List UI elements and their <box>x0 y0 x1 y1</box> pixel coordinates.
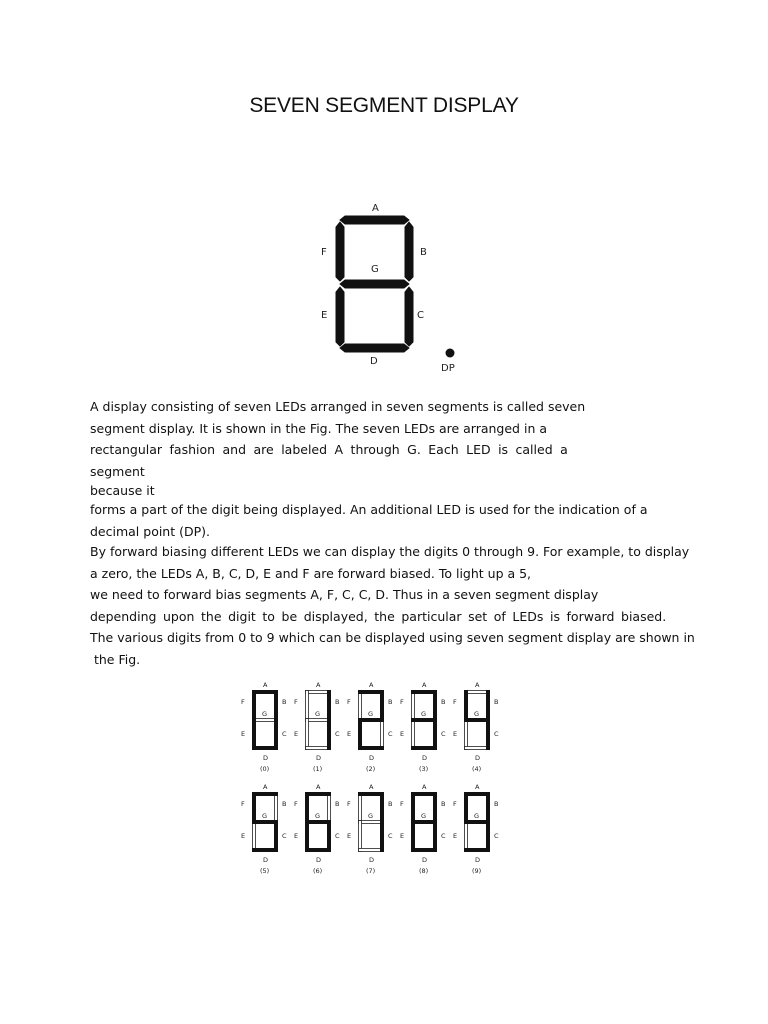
segment-label-d: D <box>316 754 322 762</box>
segment-label-f: F <box>453 800 457 808</box>
text-line: segment display. It is shown in the Fig. The seven LEDs are arranged in a <box>90 420 547 436</box>
segment-label-e: E <box>400 832 405 840</box>
digit-caption: (5) <box>260 867 270 875</box>
text-line: The various digits from 0 to 9 which can be displayed using seven segment display are shown in <box>90 630 695 645</box>
segment-label-d: D <box>263 856 269 864</box>
segment-b <box>380 690 384 722</box>
page-title: SEVEN SEGMENT DISPLAY <box>249 94 519 117</box>
segment-g <box>359 821 384 824</box>
digit-caption: (2) <box>366 765 376 773</box>
segment-label-d: D <box>316 856 322 864</box>
segment-c <box>486 718 490 750</box>
segment-label-e: E <box>400 730 405 738</box>
segment-label-g: G <box>315 710 321 718</box>
digit-caption: (4) <box>472 765 482 773</box>
segment-label-e: E <box>241 832 246 840</box>
segment-label-c: C <box>335 832 340 840</box>
decimal-point <box>446 349 455 358</box>
segment-label-d: D <box>475 856 481 864</box>
segment-label-g: G <box>474 710 480 718</box>
segment-label-f: F <box>400 698 404 706</box>
paragraph-intro <box>90 396 680 542</box>
digit-diagram <box>347 681 393 773</box>
label-c: C <box>417 310 424 321</box>
segment-label-c: C <box>335 730 340 738</box>
segment-label-d: D <box>422 856 428 864</box>
segment-b <box>327 690 331 722</box>
label-a: A <box>372 203 379 214</box>
segment-label-e: E <box>294 730 299 738</box>
segment-label-f: F <box>453 698 457 706</box>
segment-b <box>380 792 384 824</box>
segment-f <box>464 690 468 722</box>
segment-label-g: G <box>421 710 427 718</box>
digit-diagram <box>453 783 499 875</box>
segment-label-f: F <box>294 800 298 808</box>
label-g: G <box>371 264 379 275</box>
label-b: B <box>420 247 427 258</box>
segment-e <box>412 719 415 750</box>
segment-label-g: G <box>368 812 374 820</box>
segment-f <box>336 222 344 281</box>
segment-c <box>405 287 413 346</box>
segment-b <box>486 690 490 722</box>
digit-caption: (0) <box>260 765 270 773</box>
segment-label-c: C <box>494 832 499 840</box>
segment-label-a: A <box>263 681 268 689</box>
segment-b <box>433 690 437 722</box>
segment-d <box>306 747 331 750</box>
segment-a <box>306 691 331 694</box>
segment-label-b: B <box>388 698 393 706</box>
digits-figure <box>236 676 516 884</box>
text-line: because it <box>90 483 155 498</box>
label-d: D <box>370 356 378 367</box>
segment-label-f: F <box>347 800 351 808</box>
segment-f <box>252 690 256 722</box>
segment-c <box>327 718 331 750</box>
digit-diagram <box>241 783 287 875</box>
segment-label-g: G <box>262 710 268 718</box>
segment-f <box>306 691 309 722</box>
digit-caption: (9) <box>472 867 482 875</box>
segment-label-b: B <box>494 800 499 808</box>
segment-label-f: F <box>347 698 351 706</box>
segment-d <box>464 848 490 852</box>
segment-b <box>274 690 278 722</box>
segment-label-a: A <box>369 783 374 791</box>
segment-g <box>340 280 409 288</box>
text-line: By forward biasing different LEDs we can display the digits 0 through 9. For example, to display <box>90 544 690 559</box>
seven-segment-figure <box>316 192 472 382</box>
segment-g <box>306 719 331 722</box>
segment-b <box>433 792 437 824</box>
segment-label-f: F <box>241 698 245 706</box>
digit-caption: (7) <box>366 867 376 875</box>
label-f: F <box>321 247 327 258</box>
segment-b <box>405 222 413 281</box>
segment-d <box>340 344 409 352</box>
segment-label-c: C <box>388 730 393 738</box>
digit-diagram <box>400 783 446 875</box>
segment-label-e: E <box>453 730 458 738</box>
segment-d <box>252 848 278 852</box>
segment-e <box>305 820 309 852</box>
segment-label-d: D <box>475 754 481 762</box>
segment-label-b: B <box>441 800 446 808</box>
text-line: forms a part of the digit being displayed. An additional LED is used for the indication of a <box>90 502 648 517</box>
digit-caption: (1) <box>313 765 323 773</box>
segment-f <box>252 792 256 824</box>
segment-label-a: A <box>475 783 480 791</box>
digit-diagram <box>294 783 340 875</box>
segment-label-a: A <box>422 681 427 689</box>
segment-d <box>358 746 384 750</box>
segment-b <box>328 793 331 824</box>
text-line: decimal point (DP). <box>90 523 210 539</box>
segment-e <box>336 287 344 346</box>
segment-a <box>340 216 409 224</box>
text-line: a zero, the LEDs A, B, C, D, E and F are forward biased. To light up a 5, <box>90 565 532 581</box>
segment-c <box>381 719 384 750</box>
segment-label-e: E <box>347 832 352 840</box>
segment-label-g: G <box>368 710 374 718</box>
paragraph-digits <box>90 541 695 670</box>
segment-label-a: A <box>369 681 374 689</box>
segment-label-c: C <box>494 730 499 738</box>
segment-g <box>253 719 278 722</box>
segment-c <box>274 820 278 852</box>
label-dp: DP <box>441 363 455 374</box>
segment-label-a: A <box>422 783 427 791</box>
segment-label-e: E <box>347 730 352 738</box>
segment-f <box>412 691 415 722</box>
segment-e <box>306 719 309 750</box>
segment-a <box>465 691 490 694</box>
segment-e <box>358 718 362 750</box>
segment-c <box>327 820 331 852</box>
segment-label-f: F <box>241 800 245 808</box>
text-line: A display consisting of seven LEDs arranged in seven segments is called seven <box>90 399 586 414</box>
segment-label-b: B <box>441 698 446 706</box>
digit-diagram <box>294 681 340 773</box>
digit-caption: (3) <box>419 765 429 773</box>
segment-e <box>411 820 415 852</box>
segment-label-a: A <box>316 681 321 689</box>
segment-c <box>433 820 437 852</box>
segment-label-a: A <box>316 783 321 791</box>
segment-label-b: B <box>388 800 393 808</box>
digit-diagram <box>347 783 393 875</box>
segment-label-f: F <box>294 698 298 706</box>
segment-b <box>275 793 278 824</box>
segment-e <box>465 821 468 852</box>
segment-label-d: D <box>422 754 428 762</box>
segment-label-b: B <box>335 800 340 808</box>
segment-label-c: C <box>441 730 446 738</box>
segment-label-c: C <box>282 832 287 840</box>
segment-label-c: C <box>388 832 393 840</box>
segment-c <box>274 718 278 750</box>
segment-label-e: E <box>453 832 458 840</box>
justified-line: rectangular fashion and are labeled A through G. Each LED is called a segment <box>90 442 576 479</box>
digit-diagram <box>453 681 499 773</box>
segment-d <box>411 746 437 750</box>
segment-label-b: B <box>335 698 340 706</box>
segment-f <box>359 793 362 824</box>
text-line: depending upon the digit to be displayed, the particular set of LEDs is forward biased. <box>90 608 667 624</box>
segment-b <box>486 792 490 824</box>
segment-c <box>380 820 384 852</box>
segment-label-g: G <box>421 812 427 820</box>
digit-diagram <box>241 681 287 773</box>
segment-d <box>252 746 278 750</box>
segment-label-b: B <box>282 698 287 706</box>
text-line <box>90 439 608 482</box>
text-line: we need to forward bias segments A, F, C, C, D. Thus in a seven segment display <box>90 587 599 602</box>
segment-label-a: A <box>263 783 268 791</box>
digit-diagram <box>400 681 446 773</box>
digit-caption: (6) <box>313 867 323 875</box>
segment-e <box>253 821 256 852</box>
segment-d <box>411 848 437 852</box>
segment-label-d: D <box>369 754 375 762</box>
segment-d <box>465 747 490 750</box>
segment-label-g: G <box>262 812 268 820</box>
text-line: the Fig. <box>90 651 141 667</box>
segment-label-d: D <box>369 856 375 864</box>
segment-label-g: G <box>315 812 321 820</box>
digit-caption: (8) <box>419 867 429 875</box>
segment-d <box>305 848 331 852</box>
segment-label-b: B <box>282 800 287 808</box>
segment-d <box>359 849 384 852</box>
segment-f <box>359 691 362 722</box>
segment-label-c: C <box>282 730 287 738</box>
segment-label-c: C <box>441 832 446 840</box>
segment-f <box>305 792 309 824</box>
segment-label-b: B <box>494 698 499 706</box>
segment-label-f: F <box>400 800 404 808</box>
segment-c <box>486 820 490 852</box>
segment-label-e: E <box>294 832 299 840</box>
segment-label-d: D <box>263 754 269 762</box>
segment-label-e: E <box>241 730 246 738</box>
segment-c <box>433 718 437 750</box>
segment-e <box>252 718 256 750</box>
segment-e <box>465 719 468 750</box>
segment-e <box>359 821 362 852</box>
label-e: E <box>321 310 328 321</box>
segment-f <box>464 792 468 824</box>
segment-label-g: G <box>474 812 480 820</box>
segment-label-a: A <box>475 681 480 689</box>
segment-f <box>411 792 415 824</box>
